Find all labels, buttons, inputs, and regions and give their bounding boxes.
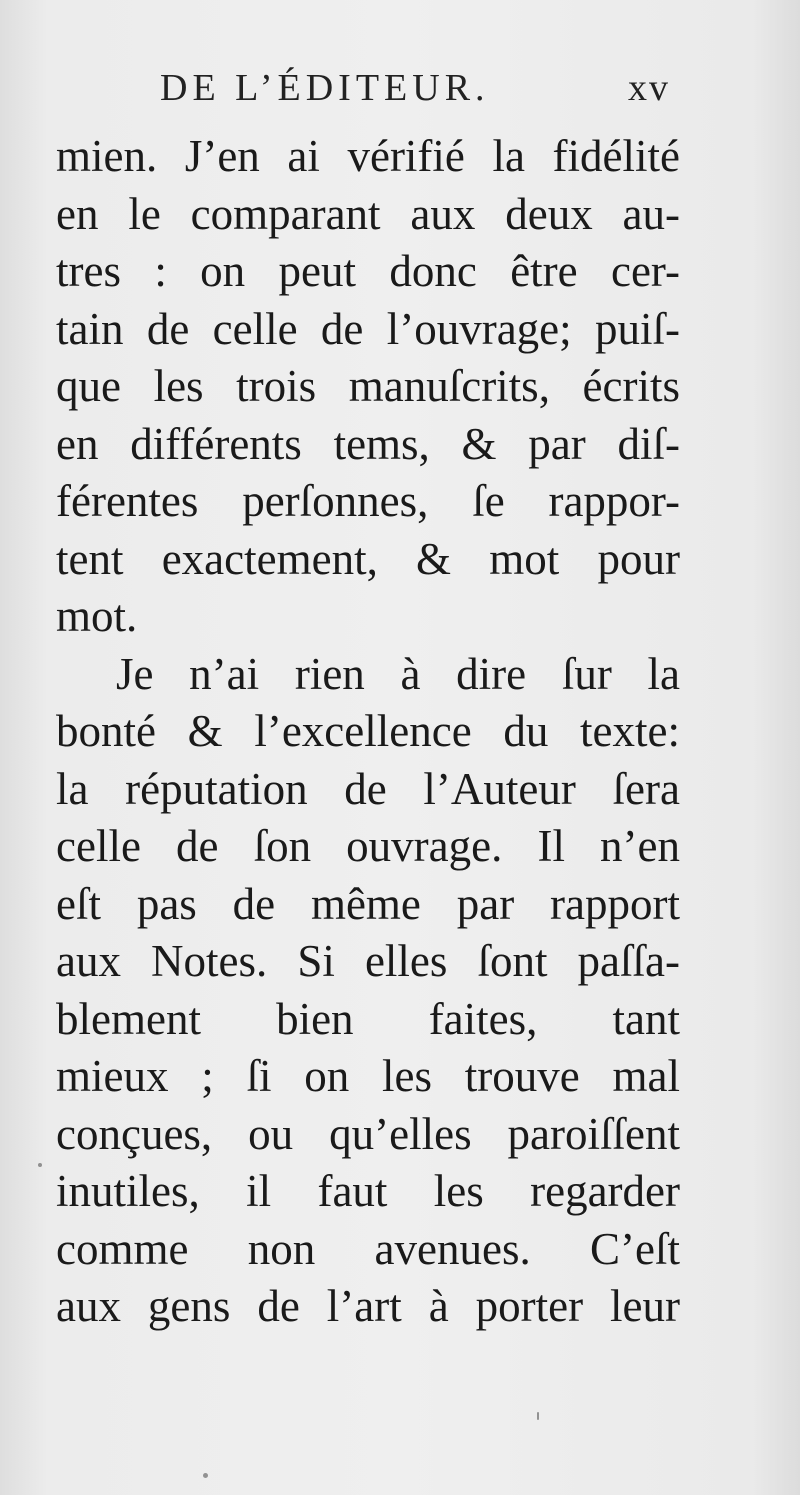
ink-speck (537, 1412, 539, 1420)
text-line: aux gens de l’art à porter leur (56, 1281, 680, 1331)
text-line: eſt pas de même par rapport (56, 878, 680, 929)
text-line: inutiles, il faut les regarder (56, 1166, 680, 1216)
text-line: mieux ; ſi on les trouve mal (56, 1051, 680, 1101)
text-line: aux Notes. Si elles ſont paſſa- (56, 936, 680, 986)
text-line: tain de celle de l’ouvrage; puiſ- (56, 303, 680, 354)
page-number: xv (628, 67, 670, 109)
running-title: DE L’ÉDITEUR. (160, 67, 490, 109)
text-line: mien. J’en ai vérifié la fidélité (56, 131, 680, 181)
text-line: celle de ſon ouvrage. Il n’en (56, 821, 680, 871)
text-line: en le comparant aux deux au- (56, 188, 680, 239)
text-line: comme non avenues. C’eſt (56, 1223, 680, 1274)
text-line: férentes perſonnes, ſe rappor- (56, 476, 680, 526)
text-line: blement bien faites, tant (56, 993, 680, 1044)
ink-speck (38, 1163, 42, 1167)
text-line: tent exactement, & mot pour (56, 533, 680, 584)
text-line: en différents tems, & par diſ- (56, 418, 680, 469)
text-line: mot. (56, 591, 138, 641)
ink-speck (203, 1473, 208, 1478)
paragraph-first-line: Je n’ai rien à dire ſur la (116, 648, 680, 699)
body-text (56, 128, 680, 1336)
text-line: la réputation de l’Auteur ſera (56, 763, 680, 814)
text-line: bonté & l’excellence du texte: (56, 706, 680, 756)
text-line: conçues, ou qu’elles paroiſſent (56, 1108, 680, 1159)
text-line: tres : on peut donc être cer- (56, 246, 680, 296)
running-head (160, 66, 670, 116)
text-line: que les trois manuſcrits, écrits (56, 361, 680, 411)
